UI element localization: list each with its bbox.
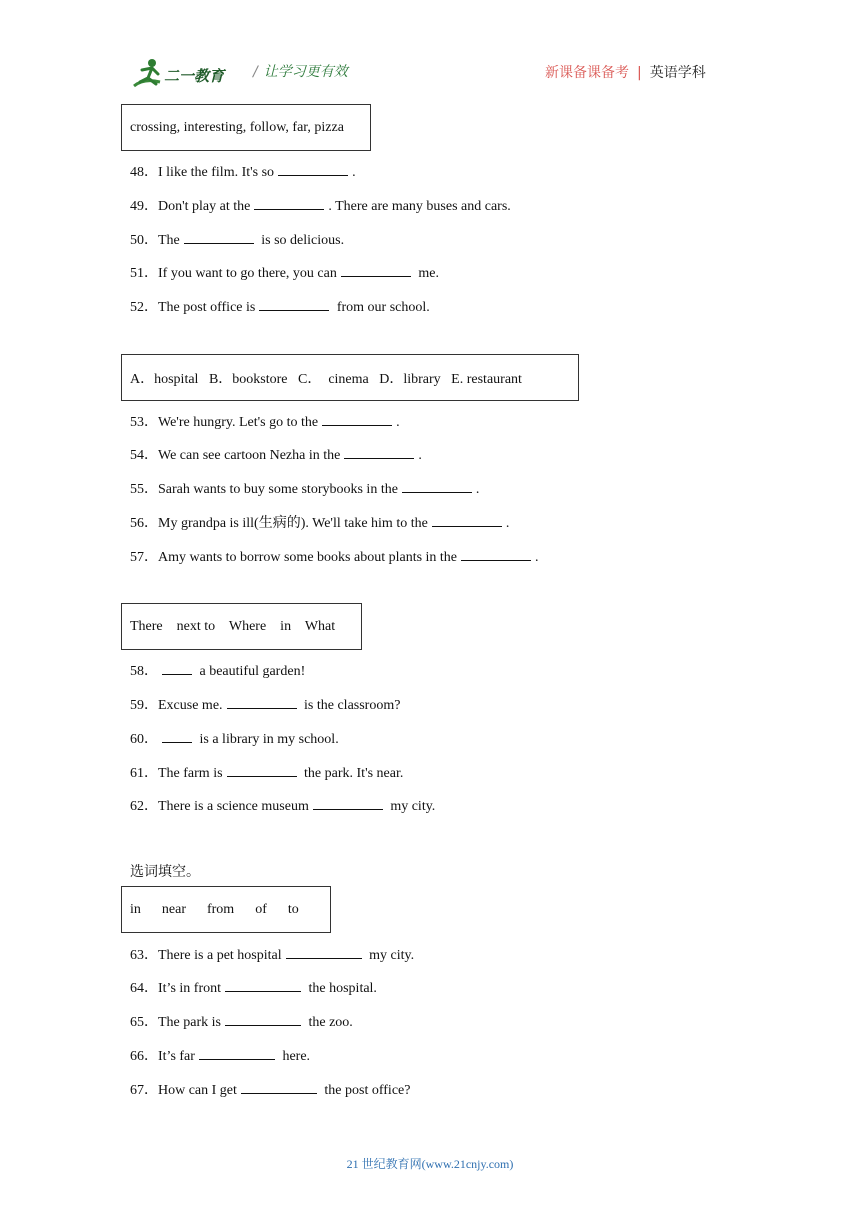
question-63: 63．There is a pet hospital my city. <box>130 948 415 963</box>
question-60: 60． is a library in my school. <box>130 732 339 747</box>
answer-blank[interactable] <box>313 797 383 810</box>
question-58: 58． a beautiful garden! <box>130 664 306 679</box>
question-55: 55．Sarah wants to buy some storybooks in the . <box>130 482 480 497</box>
section-instruction: 选词填空。 <box>130 864 200 880</box>
answer-blank[interactable] <box>199 1047 275 1060</box>
subject-label: 新课备课备考 | 英语学科 <box>545 65 706 81</box>
word-box-2: A．hospital B．bookstore C． cinema D．library E. restaurant <box>121 354 579 401</box>
question-62: 62．There is a science museum my city. <box>130 799 436 814</box>
answer-blank[interactable] <box>461 548 531 561</box>
question-54: 54．We can see cartoon Nezha in the . <box>130 448 422 463</box>
answer-blank[interactable] <box>341 264 411 277</box>
word-box-3: There next to Where in What <box>121 603 362 650</box>
brand-logo <box>130 56 242 90</box>
answer-blank[interactable] <box>241 1081 317 1094</box>
answer-blank[interactable] <box>162 730 192 743</box>
answer-blank[interactable] <box>402 480 472 493</box>
answer-blank[interactable] <box>254 197 324 210</box>
question-56: 56．My grandpa is ill(生病的). We'll take him to the . <box>130 516 510 531</box>
answer-blank[interactable] <box>227 764 297 777</box>
answer-blank[interactable] <box>225 979 301 992</box>
question-67: 67．How can I get the post office? <box>130 1083 411 1098</box>
answer-blank[interactable] <box>162 662 192 675</box>
logo-text: 二一教育 <box>164 67 225 85</box>
answer-blank[interactable] <box>184 231 254 244</box>
question-52: 52．The post office is from our school. <box>130 300 430 315</box>
question-48: 48．I like the film. It's so . <box>130 165 356 180</box>
answer-blank[interactable] <box>286 946 362 959</box>
slogan: / 让学习更有效 <box>253 64 348 80</box>
word-box-4: in near from of to <box>121 886 331 933</box>
word-box-1: crossing, interesting, follow, far, pizza <box>121 104 371 151</box>
question-51: 51．If you want to go there, you can me. <box>130 266 439 281</box>
answer-blank[interactable] <box>227 696 297 709</box>
answer-blank[interactable] <box>322 413 392 426</box>
question-61: 61．The farm is the park. It's near. <box>130 766 404 781</box>
question-49: 49．Don't play at the . There are many buses and cars. <box>130 199 511 214</box>
question-53: 53．We're hungry. Let's go to the . <box>130 415 400 430</box>
question-64: 64．It’s in front the hospital. <box>130 981 377 996</box>
page-footer: 21 世纪教育网(www.21cnjy.com) <box>346 1157 514 1171</box>
question-66: 66．It’s far here. <box>130 1049 311 1064</box>
answer-blank[interactable] <box>432 514 502 527</box>
question-65: 65．The park is the zoo. <box>130 1015 353 1030</box>
question-50: 50．The is so delicious. <box>130 233 345 248</box>
question-59: 59．Excuse me. is the classroom? <box>130 698 401 713</box>
answer-blank[interactable] <box>259 298 329 311</box>
answer-blank[interactable] <box>225 1013 301 1026</box>
answer-blank[interactable] <box>344 446 414 459</box>
question-57: 57．Amy wants to borrow some books about plants in the . <box>130 550 539 565</box>
answer-blank[interactable] <box>278 163 348 176</box>
